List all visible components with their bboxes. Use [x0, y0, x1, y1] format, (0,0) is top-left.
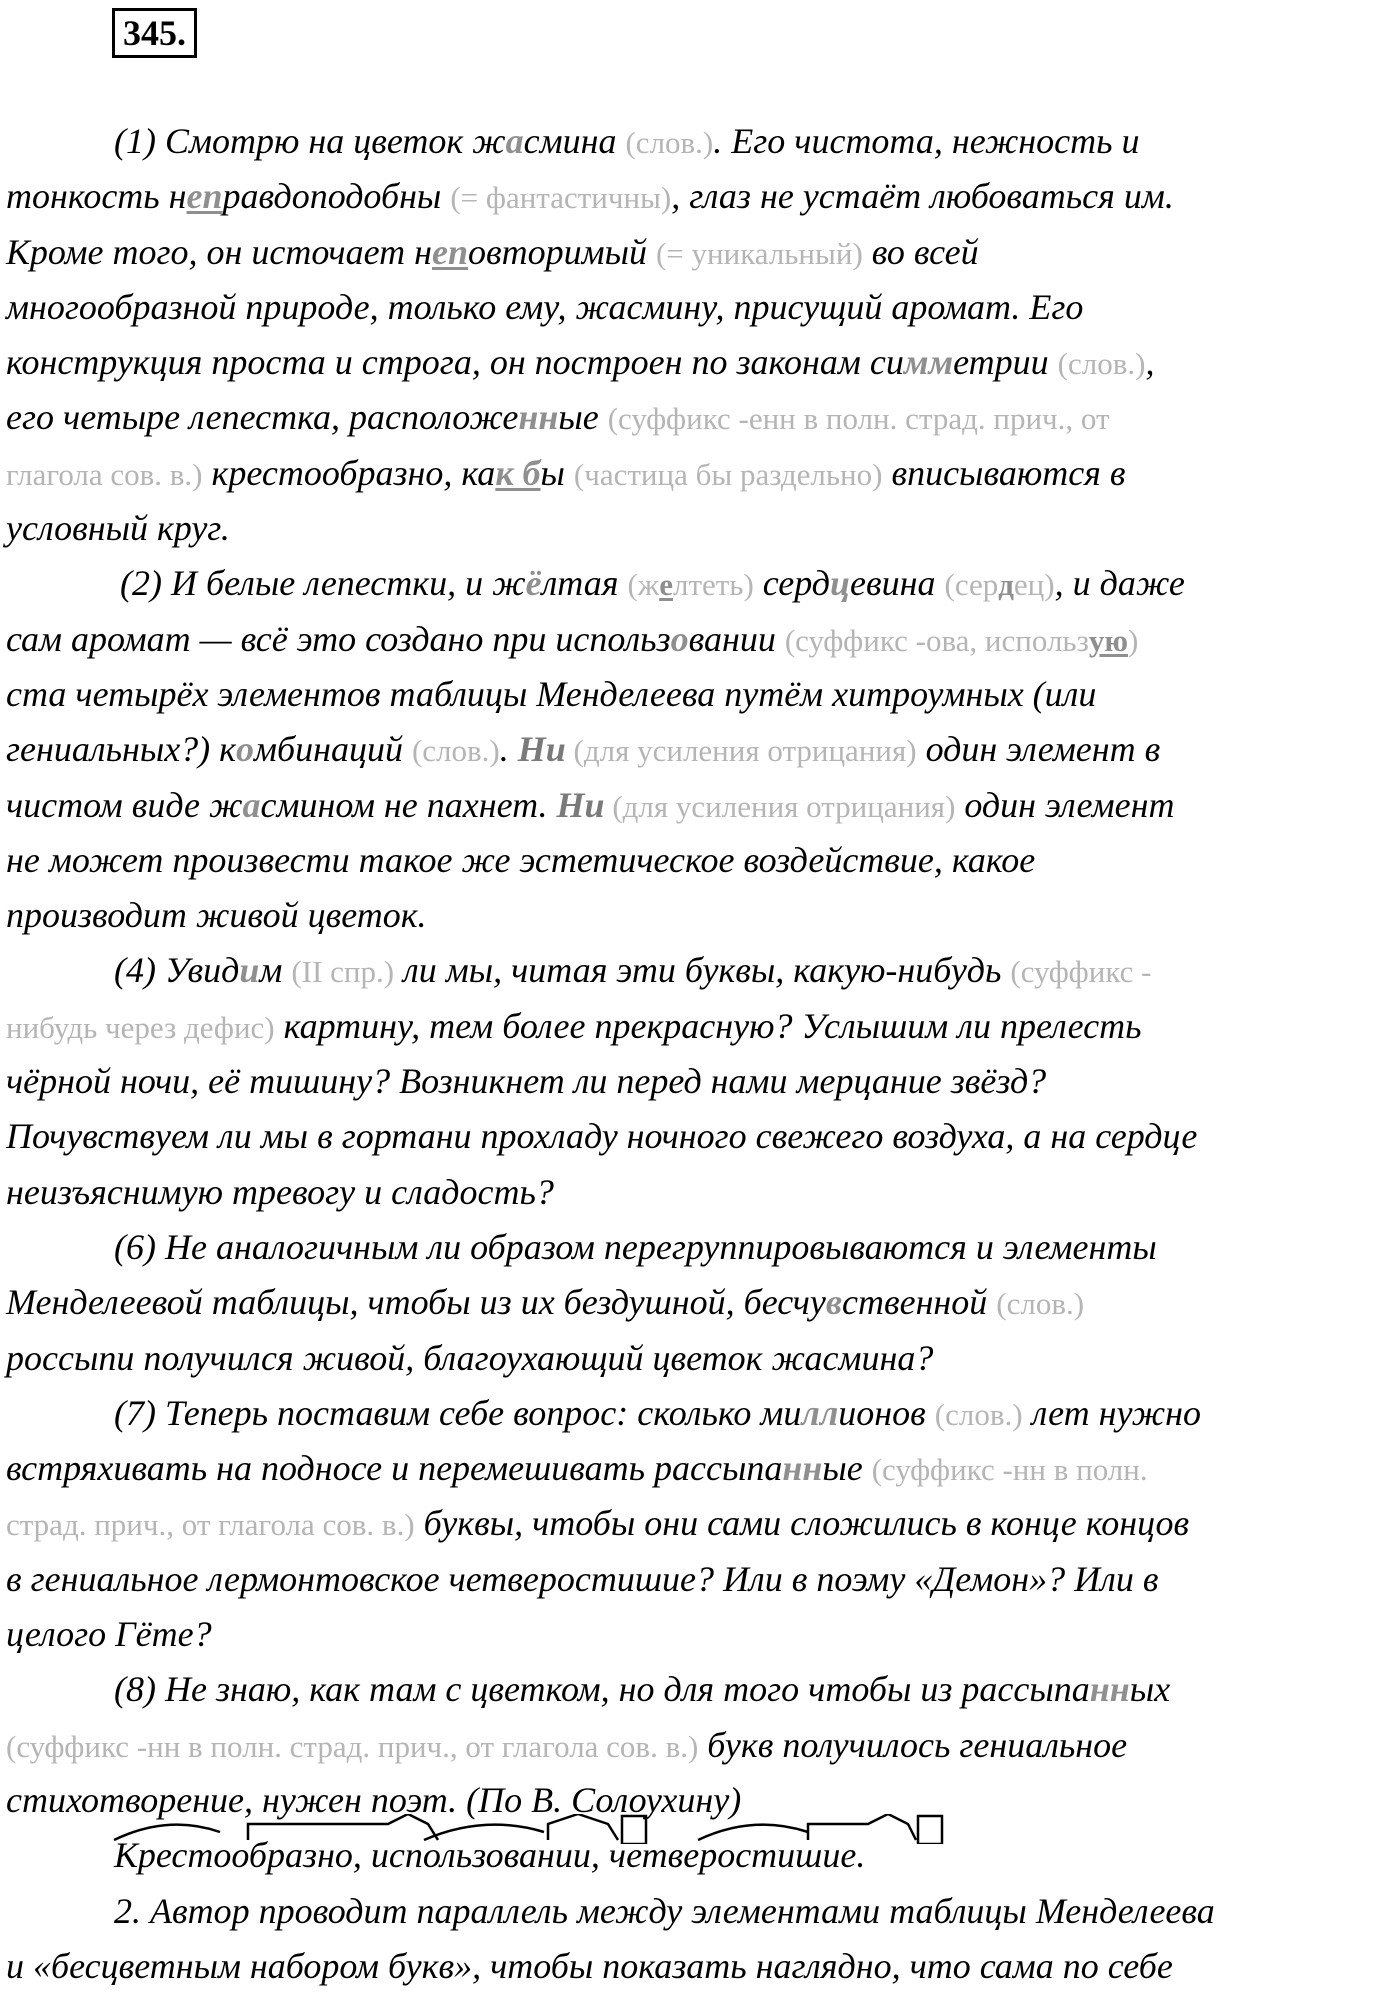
- suffix-mark: [248, 1814, 438, 1840]
- annotation: (слов.): [934, 1396, 1023, 1432]
- text-line: условный круг.: [6, 508, 230, 549]
- text-line: встряхивать на подносе и перемешивать рассыпанные (суффикс -нн в полн.: [6, 1448, 1148, 1489]
- suffix-mark: [548, 1814, 618, 1840]
- text-line: (4) Увидим (II спр.) ли мы, читая эти буквы, какую-нибудь (суффикс -: [114, 950, 1152, 991]
- annotation: (для усиления отрицания): [604, 788, 956, 824]
- text-line: целого Гёте?: [6, 1614, 212, 1655]
- text-line: россыпи получился живой, благоухающий цветок жасмина?: [6, 1337, 934, 1378]
- text-line: не может произвести такое же эстетическое воздействие, какое: [6, 839, 1036, 880]
- text-line: (1) Смотрю на цветок жасмина (слов.). Его чистота, нежность и: [114, 121, 1140, 161]
- text-line: глагола сов. в.) крестообразно, как бы (частица бы раздельно) вписываются в: [6, 452, 1126, 493]
- annotation: (суффикс -ова, использ: [784, 622, 1089, 658]
- suffix-mark: [808, 1814, 916, 1840]
- annotation: (= фантастичны): [450, 180, 672, 216]
- annotation: (слов.): [996, 1286, 1085, 1322]
- annotation: (слов.): [625, 125, 714, 160]
- text-line: чистом виде жасмином не пахнет. Ни (для усиления отрицания) один элемент: [6, 784, 1175, 825]
- text-line: Менделеевой таблицы, чтобы из их бездушной, бесчувственной (слов.): [6, 1282, 1085, 1323]
- ending-box: [622, 1816, 646, 1844]
- text-line: его четыре лепестка, расположенные (суффикс -енн в полн. страд. прич., от: [6, 397, 1110, 438]
- annotation: (суффикс -енн в полн. страд. прич., от: [607, 401, 1110, 437]
- annotation: (II спр.): [291, 954, 395, 990]
- text-line: и «бесцветным набором букв», чтобы показать наглядно, что сама по себе: [6, 1945, 1173, 1986]
- text-line: (8) Не знаю, как там с цветком, но для того чтобы из рассыпанных: [114, 1669, 1171, 1710]
- annotation: (= уникальный): [655, 235, 863, 271]
- text-line: производит живой цветок.: [6, 895, 427, 936]
- text-line: 2. Автор проводит параллель между элементами таблицы Менделеева: [114, 1890, 1215, 1931]
- root-arc: [114, 1825, 220, 1840]
- text-line: Почувствуем ли мы в гортани прохладу ночного свежего воздуха, а на сердце: [6, 1116, 1198, 1157]
- annotation: (для усиления отрицания): [565, 733, 917, 769]
- annotation: нибудь через дефис): [6, 1009, 275, 1045]
- text-line: нибудь через дефис) картину, тем более прекрасную? Услышим ли прелесть: [6, 1005, 1142, 1046]
- annotation: (слов.): [1057, 346, 1146, 382]
- root-arc: [698, 1825, 808, 1840]
- text-line: сам аромат — всё это создано при использовании (суффикс -ова, использую): [6, 618, 1139, 659]
- annotation: (сер: [944, 567, 999, 603]
- annotation: страд. прич., от глагола сов. в.): [6, 1507, 415, 1543]
- ending-box: [918, 1816, 942, 1844]
- text-line: Кроме того, он источает неповторимый (= уникальный) во всей: [6, 231, 979, 272]
- text-line: (7) Теперь поставим себе вопрос: сколько миллионов (слов.) лет нужно: [114, 1392, 1201, 1433]
- text-line: (6) Не аналогичным ли образом перегруппировываются и элементы: [114, 1226, 1157, 1267]
- text-line: страд. прич., от глагола сов. в.) буквы, чтобы они сами сложились в конце концов: [6, 1503, 1190, 1544]
- text-line: в гениальное лермонтовское четверостишие? Или в поэму «Демон»? Или в: [6, 1558, 1159, 1599]
- annotation: (суффикс -нн в полн. страд. прич., от глагола сов. в.): [6, 1728, 699, 1764]
- annotation: (слов.): [411, 733, 500, 769]
- exercise-text: [6, 114, 1396, 1994]
- text-line: конструкция проста и строга, он построен по законам симметрии (слов.),: [6, 342, 1155, 383]
- annotation: (ж: [627, 567, 660, 603]
- annotation: (частица бы раздельно): [573, 456, 883, 492]
- text-line: (суффикс -нн в полн. страд. прич., от глагола сов. в.) букв получилось гениальное: [6, 1724, 1128, 1765]
- text-line: неизъяснимую тревогу и сладость?: [6, 1171, 554, 1212]
- text-line: гениальных?) комбинаций (слов.). Ни (для усиления отрицания) один элемент в: [6, 729, 1161, 770]
- text-line: чёрной ночи, её тишину? Возникнет ли перед нами мерцание звёзд?: [6, 1061, 1047, 1102]
- text-line: ста четырёх элементов таблицы Менделеева путём хитроумных (или: [6, 673, 1097, 714]
- word-analysis-line: Крестообразно, использовании, четверостишие.: [114, 1835, 866, 1876]
- root-arc: [424, 1825, 544, 1840]
- annotation: глагола сов. в.): [6, 456, 203, 492]
- analyzed-word: четверостишие: [608, 1835, 857, 1876]
- text-line: тонкость неправдоподобны (= фантастичны), глаз не устаёт любоваться им.: [6, 176, 1174, 217]
- morpheme-marks: [108, 1814, 1008, 1844]
- text-line: многообразной природе, только ему, жасмину, присущий аромат. Его: [6, 286, 1084, 327]
- text-line: (2) И белые лепестки, и жёлтая (желтеть) сердцевина (сердец), и даже: [120, 563, 1185, 604]
- text-line: стихотворение, нужен поэт. (По В. Солоухину): [6, 1779, 742, 1820]
- annotation: (суффикс -: [1010, 954, 1152, 990]
- annotation: (суффикс -нн в полн.: [871, 1452, 1148, 1488]
- analyzed-word: Крестообразно: [114, 1835, 353, 1876]
- exercise-number: 345.: [112, 8, 197, 58]
- analyzed-word: использовании: [370, 1835, 591, 1876]
